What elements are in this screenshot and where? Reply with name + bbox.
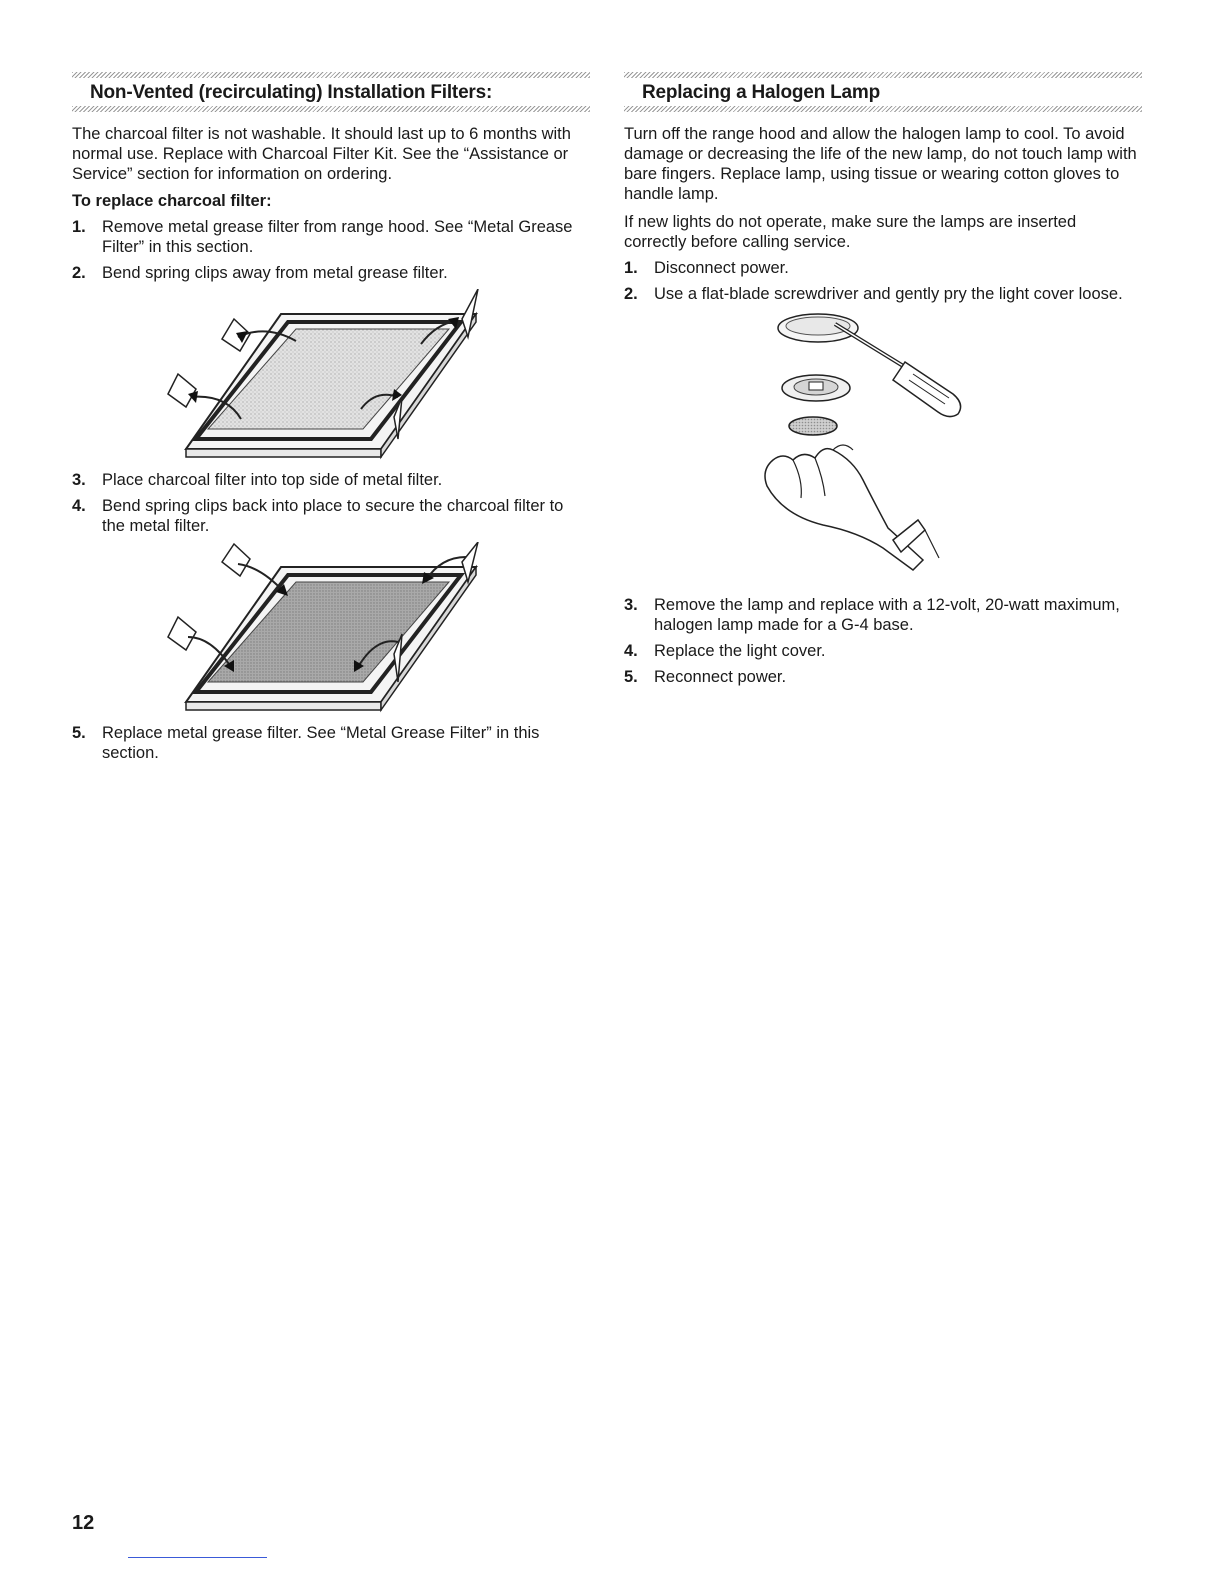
section-heading-filters <box>72 72 590 112</box>
list-item: 5. Reconnect power. <box>624 668 787 686</box>
page-number: 12 <box>72 1512 95 1534</box>
list-item: 2. Bend spring clips away from metal grease filter. <box>72 264 448 282</box>
intro-paragraph: The charcoal filter is not washable. It should last up to 6 months with normal use. Replace with Charcoal Filter Kit. See the “Assistance or Service” section for information on ordering. <box>72 125 571 183</box>
steps-list <box>624 258 1142 304</box>
subheading: To replace charcoal filter: <box>72 192 272 210</box>
list-item: 4. Replace the light cover. <box>624 642 826 660</box>
left-column <box>72 72 590 769</box>
section-title: Replacing a Halogen Lamp <box>642 82 881 103</box>
section-heading-halogen-lamp <box>624 72 1142 112</box>
list-item: 1. Disconnect power. <box>624 259 789 277</box>
steps-list <box>72 217 590 283</box>
list-item: 5. Replace metal grease filter. See “Metal Grease Filter” in this section. <box>72 724 540 762</box>
filter-clips-closed-illustration <box>166 542 496 717</box>
steps-list <box>624 595 1142 687</box>
intro-paragraph: Turn off the range hood and allow the halogen lamp to cool. To avoid damage or decreasing the life of the new lamp, do not touch lamp with bare fingers. Replace lamp, using tissue or wearing cotton gloves to handle lamp. <box>624 125 1137 203</box>
list-item: 4. Bend spring clips back into place to secure the charcoal filter to the metal filter. <box>72 497 564 535</box>
service-note-paragraph: If new lights do not operate, make sure the lamps are inserted correctly before calling service. <box>624 213 1077 251</box>
halogen-lamp-illustration <box>753 310 1013 585</box>
footer-rule <box>128 1557 267 1558</box>
list-item: 1. Remove metal grease filter from range hood. See “Metal Grease Filter” in this section. <box>72 218 573 256</box>
filter-clips-open-illustration <box>166 289 496 464</box>
list-item: 2. Use a flat-blade screwdriver and gently pry the light cover loose. <box>624 285 1123 303</box>
right-column <box>624 72 1142 693</box>
steps-list <box>72 723 590 763</box>
steps-list <box>72 470 590 536</box>
list-item: 3. Place charcoal filter into top side of metal filter. <box>72 471 443 489</box>
list-item: 3. Remove the lamp and replace with a 12-volt, 20-watt maximum, halogen lamp made for a G-4 base. <box>624 596 1120 634</box>
section-title: Non-Vented (recirculating) Installation Filters: <box>90 82 493 103</box>
